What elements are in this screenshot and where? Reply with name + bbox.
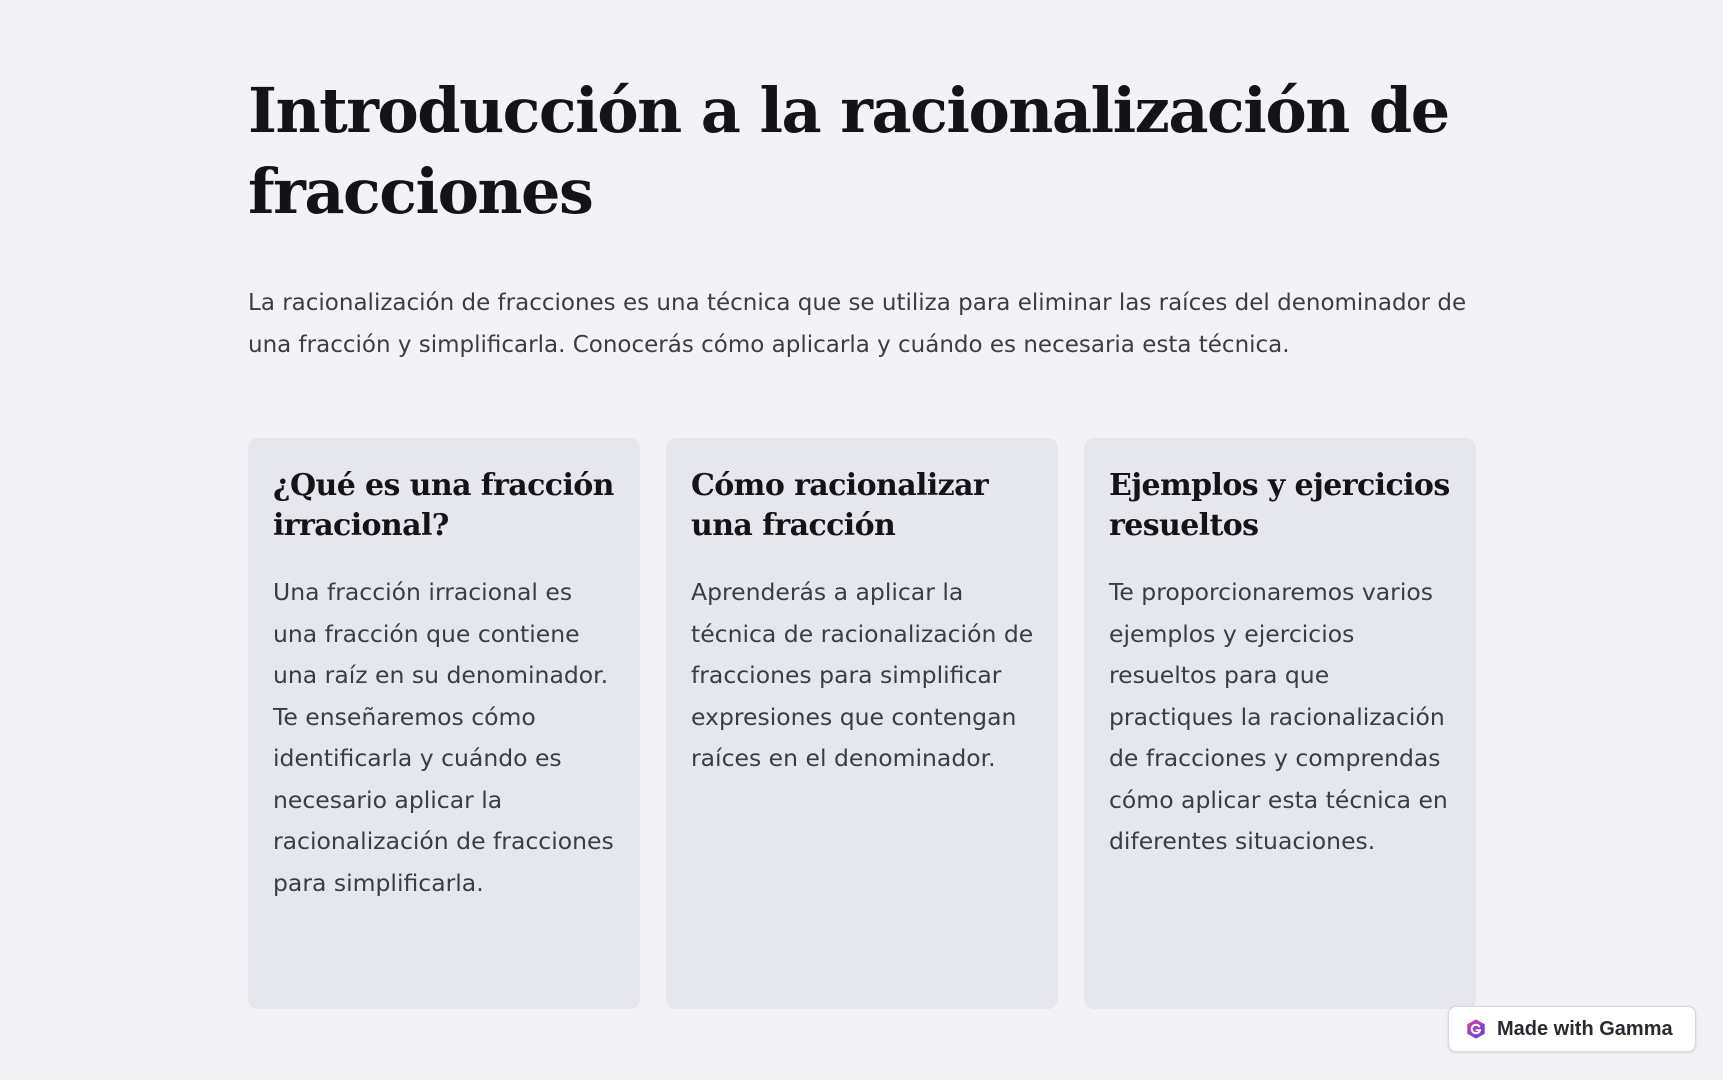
card-examples-exercises bbox=[1084, 438, 1476, 1009]
made-with-gamma-button[interactable] bbox=[1448, 1006, 1696, 1052]
card-how-to-rationalize bbox=[666, 438, 1058, 1009]
card-heading: ¿Qué es una fracción irracional? bbox=[273, 468, 614, 543]
gamma-logo-icon bbox=[1465, 1018, 1487, 1040]
card-row bbox=[248, 438, 1476, 1009]
intro-paragraph: La racionalización de fracciones es una técnica que se utiliza para eliminar las raíces del denominador de una fracción y simplificarla. Conocerás cómo aplicarla y cuándo es necesaria esta técnica. bbox=[248, 290, 1467, 358]
badge-label: Made with Gamma bbox=[1497, 1017, 1673, 1040]
card-body: Una fracción irracional es una fracción que contiene una raíz en su denominador. Te enseñaremos cómo identificarla y cuándo es necesario aplicar la racionalización de fracciones para simplificarla. bbox=[273, 578, 614, 897]
card-body: Aprenderás a aplicar la técnica de racionalización de fracciones para simplificar expresiones que contengan raíces en el denominador. bbox=[691, 578, 1034, 772]
slide-content bbox=[248, 70, 1476, 366]
slide-title: Introducción a la racionalización de fracciones bbox=[248, 74, 1449, 228]
card-irrational-fraction bbox=[248, 438, 640, 1009]
card-heading: Cómo racionalizar una fracción bbox=[691, 468, 989, 543]
card-body: Te proporcionaremos varios ejemplos y ejercicios resueltos para que practiques la racionalización de fracciones y comprendas cómo aplicar esta técnica en diferentes situaciones. bbox=[1109, 578, 1448, 855]
card-heading: Ejemplos y ejercicios resueltos bbox=[1109, 468, 1450, 543]
